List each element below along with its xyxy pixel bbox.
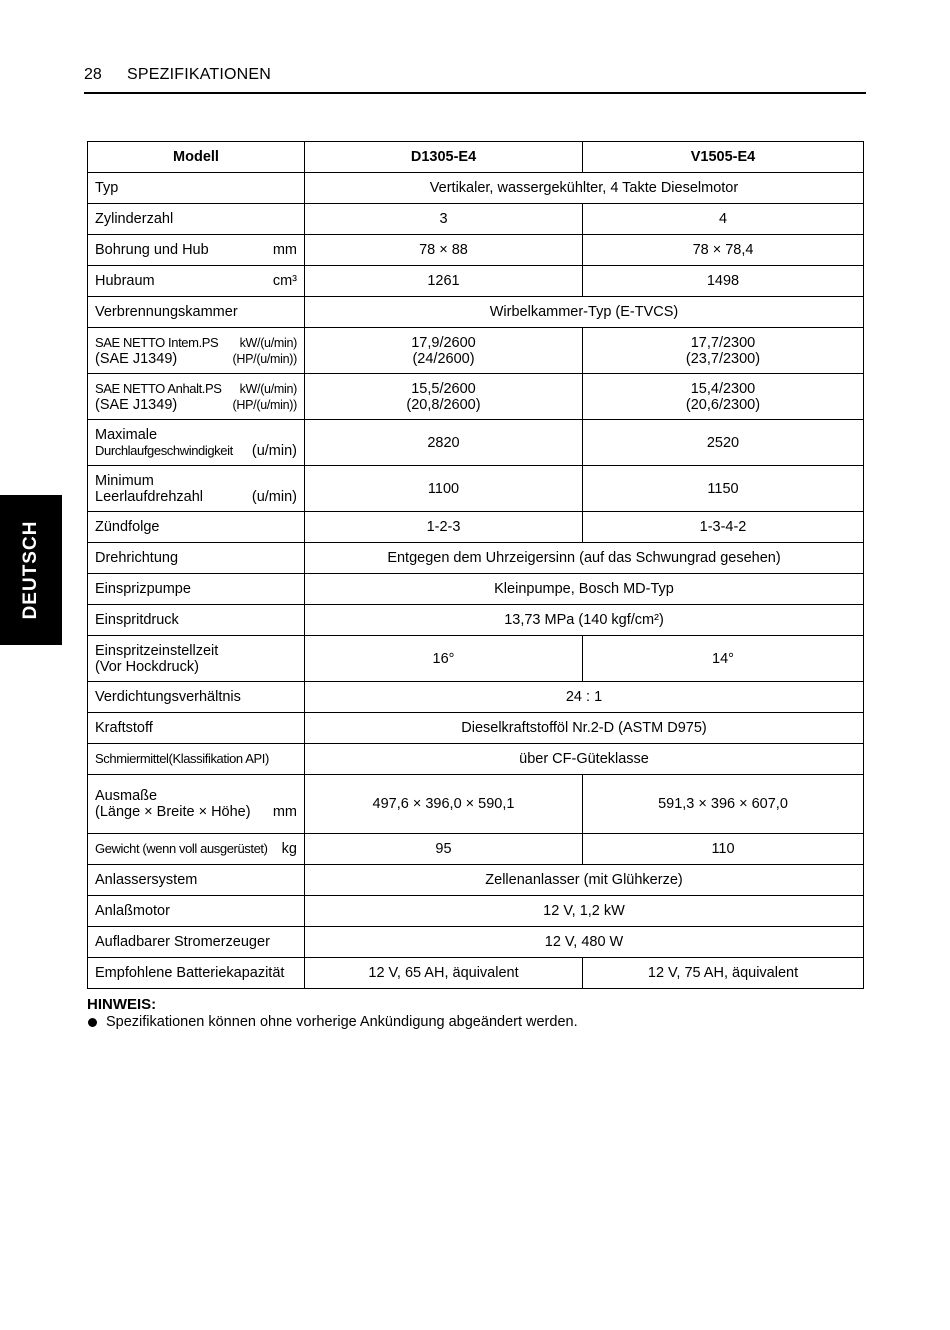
table-row xyxy=(88,374,864,420)
row-value-2: 1-3-4-2 xyxy=(583,512,864,543)
row-value-2a: 15,4/2300 xyxy=(690,380,756,397)
specifications-table xyxy=(87,141,864,989)
row-value-1: 1261 xyxy=(305,266,583,297)
row-label: Hubraum xyxy=(95,273,155,289)
row-label-line1: Minimum xyxy=(95,472,154,489)
row-value-1: 12 V, 65 AH, äquivalent xyxy=(305,958,583,989)
row-value-2: 2520 xyxy=(583,420,864,466)
row-unit-line2: (HP/(u/min)) xyxy=(232,351,297,366)
row-unit-line1: kW/(u/min) xyxy=(239,335,297,350)
header-model-2: V1505-E4 xyxy=(583,142,864,173)
table-row xyxy=(88,605,864,636)
row-label-line2: Leerlaufdrehzahl xyxy=(95,488,204,505)
note-item xyxy=(87,1014,867,1030)
row-label: Gewicht (wenn voll ausgerüstet) xyxy=(95,841,268,856)
table-row xyxy=(88,173,864,204)
row-value: Kleinpumpe, Bosch MD-Typ xyxy=(305,574,864,605)
row-value-1: 3 xyxy=(305,204,583,235)
row-value-1: 16° xyxy=(305,636,583,682)
table-header-row xyxy=(88,142,864,173)
table-row xyxy=(88,958,864,989)
row-label-line2: (Vor Hockdruck) xyxy=(95,658,199,675)
row-label: Verbrennungskammer xyxy=(88,297,305,328)
row-label: Anlassersystem xyxy=(88,865,305,896)
table-row xyxy=(88,682,864,713)
row-value-2: 591,3 × 396 × 607,0 xyxy=(583,775,864,834)
row-value: 13,73 MPa (140 kgf/cm²) xyxy=(305,605,864,636)
table-row xyxy=(88,744,864,775)
table-row xyxy=(88,834,864,865)
row-value-1b: (24/2600) xyxy=(412,350,475,367)
row-label: Empfohlene Batteriekapazität xyxy=(88,958,305,989)
row-label: Aufladbarer Stromerzeuger xyxy=(88,927,305,958)
row-label-line2: (SAE J1349) xyxy=(95,350,178,367)
table-row xyxy=(88,297,864,328)
table-row xyxy=(88,235,864,266)
row-label-line2: Durchlaufgeschwindigkeit xyxy=(95,442,233,458)
note-heading: HINWEIS: xyxy=(87,996,157,1013)
row-value-2: 110 xyxy=(583,834,864,865)
header-label: Modell xyxy=(88,142,305,173)
row-value: Zellenanlasser (mit Glühkerze) xyxy=(305,865,864,896)
row-value-1b: (20,8/2600) xyxy=(406,396,481,413)
row-value-2: 14° xyxy=(583,636,864,682)
row-label: Schmiermittel(Klassifikation API) xyxy=(88,744,305,775)
row-value-1: 497,6 × 396,0 × 590,1 xyxy=(305,775,583,834)
table-row xyxy=(88,266,864,297)
row-label: Einspritdruck xyxy=(88,605,305,636)
table-row xyxy=(88,713,864,744)
page-number: 28 xyxy=(84,66,102,83)
table-row xyxy=(88,420,864,466)
row-value-1: 1-2-3 xyxy=(305,512,583,543)
row-value-1: 78 × 88 xyxy=(305,235,583,266)
row-value-1: 95 xyxy=(305,834,583,865)
table-row xyxy=(88,574,864,605)
row-value: Entgegen dem Uhrzeigersinn (auf das Schwungrad gesehen) xyxy=(305,543,864,574)
row-unit-line2: (HP/(u/min)) xyxy=(232,397,297,412)
row-label: Einsprizpumpe xyxy=(88,574,305,605)
table-row xyxy=(88,204,864,235)
row-label: Verdichtungsverhältnis xyxy=(88,682,305,713)
note-section xyxy=(87,996,867,1030)
row-value-1: 2820 xyxy=(305,420,583,466)
row-label-line1: Ausmaße xyxy=(95,788,158,804)
row-value: 12 V, 1,2 kW xyxy=(305,896,864,927)
table-row xyxy=(88,636,864,682)
row-value: 12 V, 480 W xyxy=(305,927,864,958)
table-row xyxy=(88,466,864,512)
table-row xyxy=(88,543,864,574)
row-label-line2: (Länge × Breite × Höhe) xyxy=(95,804,251,820)
row-value-2: 4 xyxy=(583,204,864,235)
header-model-1: D1305-E4 xyxy=(305,142,583,173)
row-label: Bohrung und Hub xyxy=(95,242,209,258)
row-label: Kraftstoff xyxy=(88,713,305,744)
row-unit-line1: kW/(u/min) xyxy=(239,381,297,396)
page-header xyxy=(84,66,866,94)
note-text: Spezifikationen können ohne vorherige Ankündigung abgeändert werden. xyxy=(106,1014,578,1030)
table-row xyxy=(88,896,864,927)
row-label: Drehrichtung xyxy=(88,543,305,574)
row-value: über CF-Güteklasse xyxy=(305,744,864,775)
row-label: Typ xyxy=(88,173,305,204)
page-title: SPEZIFIKATIONEN xyxy=(127,66,272,83)
row-label-line1: SAE NETTO Anhalt.PS xyxy=(95,380,222,396)
row-value: Dieselkraftstofföl Nr.2-D (ASTM D975) xyxy=(305,713,864,744)
table-row xyxy=(88,927,864,958)
row-value-2: 1150 xyxy=(583,466,864,512)
row-label: Zündfolge xyxy=(88,512,305,543)
row-unit: mm xyxy=(272,804,297,820)
row-label-line1: Einspritzeinstellzeit xyxy=(95,642,219,659)
row-unit: kg xyxy=(281,841,297,857)
language-side-tab xyxy=(0,495,62,645)
bullet-icon xyxy=(88,1018,97,1027)
table-row xyxy=(88,775,864,834)
row-value-1a: 17,9/2600 xyxy=(411,334,476,351)
row-value: Vertikaler, wassergekühlter, 4 Takte Dieselmotor xyxy=(305,173,864,204)
row-unit: cm³ xyxy=(272,273,297,289)
row-label-line1: Maximale xyxy=(95,426,158,443)
row-label-line1: SAE NETTO Intem.PS xyxy=(95,334,219,350)
row-value: 24 : 1 xyxy=(305,682,864,713)
row-label: Anlaßmotor xyxy=(88,896,305,927)
row-value-2b: (23,7/2300) xyxy=(685,350,761,367)
row-value-2: 78 × 78,4 xyxy=(583,235,864,266)
row-value-1a: 15,5/2600 xyxy=(411,380,476,397)
table-row xyxy=(88,328,864,374)
row-value-2a: 17,7/2300 xyxy=(690,334,756,351)
table-row xyxy=(88,865,864,896)
row-unit: mm xyxy=(272,242,297,258)
row-value-2b: (20,6/2300) xyxy=(685,396,761,413)
row-value-2: 1498 xyxy=(583,266,864,297)
row-unit: (u/min) xyxy=(251,442,297,459)
row-value-2: 12 V, 75 AH, äquivalent xyxy=(583,958,864,989)
side-tab-label: DEUTSCH xyxy=(20,520,41,620)
table-row xyxy=(88,512,864,543)
row-value: Wirbelkammer-Typ (E-TVCS) xyxy=(305,297,864,328)
row-unit: (u/min) xyxy=(251,488,297,505)
row-label-line2: (SAE J1349) xyxy=(95,396,178,413)
row-label: Zylinderzahl xyxy=(88,204,305,235)
row-value-1: 1100 xyxy=(305,466,583,512)
